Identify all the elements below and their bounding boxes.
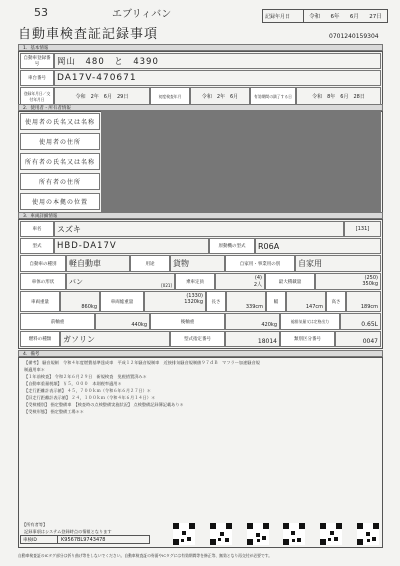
body-value: バン [69, 277, 83, 286]
gross-cell [144, 291, 206, 312]
type-no-value: 18014 [225, 331, 280, 347]
record-date-day: 27日 [369, 14, 382, 20]
body-label: 車体の形状 [20, 273, 66, 290]
reg-number-value: 岡山 480 と 4390 [54, 53, 381, 69]
rear-axle-label: 後軸重 [150, 313, 225, 330]
displacement-value: 0.65L [340, 313, 381, 330]
user-address-label: 使用者の住所 [20, 133, 100, 150]
qr-code [357, 523, 379, 545]
weight-label: 車両重量 [20, 291, 60, 312]
maker-value: スズキ [54, 221, 344, 237]
reg-number-label: 自動車登録番号 [20, 53, 54, 69]
record-date-month: 6月 [349, 14, 359, 20]
section-basic-info-header: 1．基本情報 [18, 44, 383, 51]
capacity-value: 2人 [253, 282, 262, 288]
rear-axle-value: 420kg [225, 313, 280, 330]
owner-address-label: 所有者の住所 [20, 173, 100, 190]
body-code: [021] [161, 283, 172, 288]
notice-text: 記録事項はシステム登録時点の情報となります [24, 529, 112, 534]
height-value: 189cm [346, 291, 381, 312]
category-label: 類別区分番号 [280, 331, 335, 347]
kind-value: 軽自動車 [66, 255, 130, 272]
remark-line: 【走行距離計表示値】 ４５，７００ｋｍ（令和６年６月２７日）＊ [24, 388, 151, 393]
qr-code [283, 523, 305, 545]
inspection-id-value: K9567BL9743478 [61, 536, 106, 543]
record-date-label: 記録年月日 [263, 10, 304, 22]
first-reg-label: 登録年月日／交付年月日 [20, 87, 54, 106]
model-label: 型式 [20, 238, 54, 254]
capacity-paren: (4) [254, 275, 262, 281]
type-no-label: 型式指定番号 [170, 331, 225, 347]
remark-line: 【備考】 騒音規制 令和４年度燃費基準達成車 平成１２年騒音規制車 近接排気騒音規制値９７ｄＢ マフラー加速騒音規 [24, 360, 260, 365]
fuel-label: 燃料の種類 [20, 331, 60, 347]
engine-label: 原動機の型式 [209, 238, 255, 254]
expiry-label: 有効期間の満了する日 [250, 87, 296, 106]
category-value: 0047 [335, 331, 381, 347]
length-value: 339cm [226, 291, 266, 312]
maker-label: 車名 [20, 221, 54, 237]
qr-code [247, 523, 269, 545]
gross-value: 1320kg [184, 299, 203, 305]
first-year-value: 令和 2年 6月 [190, 87, 250, 106]
gross-label: 車両総重量 [100, 291, 144, 312]
remark-line: 制適用車＊ [24, 367, 45, 372]
record-date-box [262, 9, 388, 23]
footer-note: 自動車検査証のICタグ部分は折り曲げ等をしないでください。自動車検査証の券面やICタグには有効期間等を修正等、無効となり再交付が必要です。 [18, 553, 273, 558]
body-cell [66, 273, 175, 290]
use-label: 用途 [130, 255, 170, 272]
qr-code [173, 523, 195, 545]
handwritten-note: エブリィバン [112, 9, 172, 20]
chassis-number-label: 車台番号 [20, 70, 54, 86]
max-load-value: 350kg [362, 281, 378, 287]
model-value: HBD-DA17V [54, 238, 209, 254]
page-title: 自動車検査証記録事項 [18, 27, 159, 42]
use-value: 貨物 [170, 255, 225, 272]
business-label: 自家用・事業用の別 [225, 255, 295, 272]
chassis-number-value: DA17V-470671 [54, 70, 381, 86]
remark-line: 【１年前検査】 令和２年６月２９日 新規検査 免税措置済み＊ [24, 374, 147, 379]
gross-paren: (1330) [186, 293, 203, 299]
section-remarks-header: 4．備考 [18, 350, 383, 357]
maker-code: [131] [344, 221, 381, 237]
owner-name-label: 所有者の氏名又は名称 [20, 153, 100, 170]
record-date-era: 令和 [309, 14, 321, 20]
redacted-area [101, 111, 381, 215]
notice-title: 【所有者等】 [22, 522, 48, 527]
section-owner-header: 2．使用者・所有者情報 [18, 104, 383, 111]
capacity-label: 乗車定員 [175, 273, 215, 290]
doc-number: 53 [34, 6, 48, 19]
length-label: 長さ [206, 291, 226, 312]
max-load-label: 最大積載量 [265, 273, 315, 290]
capacity-cell [215, 273, 265, 290]
base-location-label: 使用の本拠の位置 [20, 193, 100, 210]
remark-line: 【旧走行距離計表示値】 ２４，１００ｋｍ（令和４年６月１４日）＊ [24, 395, 156, 400]
inspection-id-label: 車検ID [21, 536, 58, 543]
section-vehicle-header: 3．車両詳細情報 [18, 212, 383, 219]
remark-line: 【自動車重量税額】 ￥５，０００ 本則税率適用＊ [24, 381, 122, 386]
max-load-cell [315, 273, 381, 290]
width-label: 幅 [266, 291, 286, 312]
reference-number: 0701240159304 [329, 33, 379, 40]
business-value: 自家用 [295, 255, 381, 272]
remark-line: 【受検形態】 指定整備工場＊＊ [24, 409, 84, 414]
displacement-label: 総排気量又は定格出力 [280, 313, 340, 330]
qr-code [320, 523, 342, 545]
fuel-value: ガソリン [60, 331, 170, 347]
height-label: 高さ [326, 291, 346, 312]
engine-value: R06A [255, 238, 381, 254]
first-year-label: 初度検査年月 [150, 87, 190, 106]
expiry-value: 令和 8年 6月 28日 [296, 87, 381, 106]
front-axle-label: 前軸重 [20, 313, 95, 330]
max-load-paren: (250) [364, 275, 378, 281]
user-name-label: 使用者の氏名又は名称 [20, 113, 100, 130]
kind-label: 自動車の種別 [20, 255, 66, 272]
weight-value: 860kg [60, 291, 100, 312]
remark-line: 【受検種別】 指定整備車 【検査時の点検整備実施状況】 点検整備記録簿記載あり＊ [24, 402, 184, 407]
inspection-id-box [20, 535, 150, 544]
qr-code [210, 523, 232, 545]
front-axle-value: 440kg [95, 313, 150, 330]
width-value: 147cm [286, 291, 326, 312]
record-date-year: 6年 [330, 14, 340, 20]
first-reg-value: 令和 2年 6月 29日 [54, 87, 150, 106]
